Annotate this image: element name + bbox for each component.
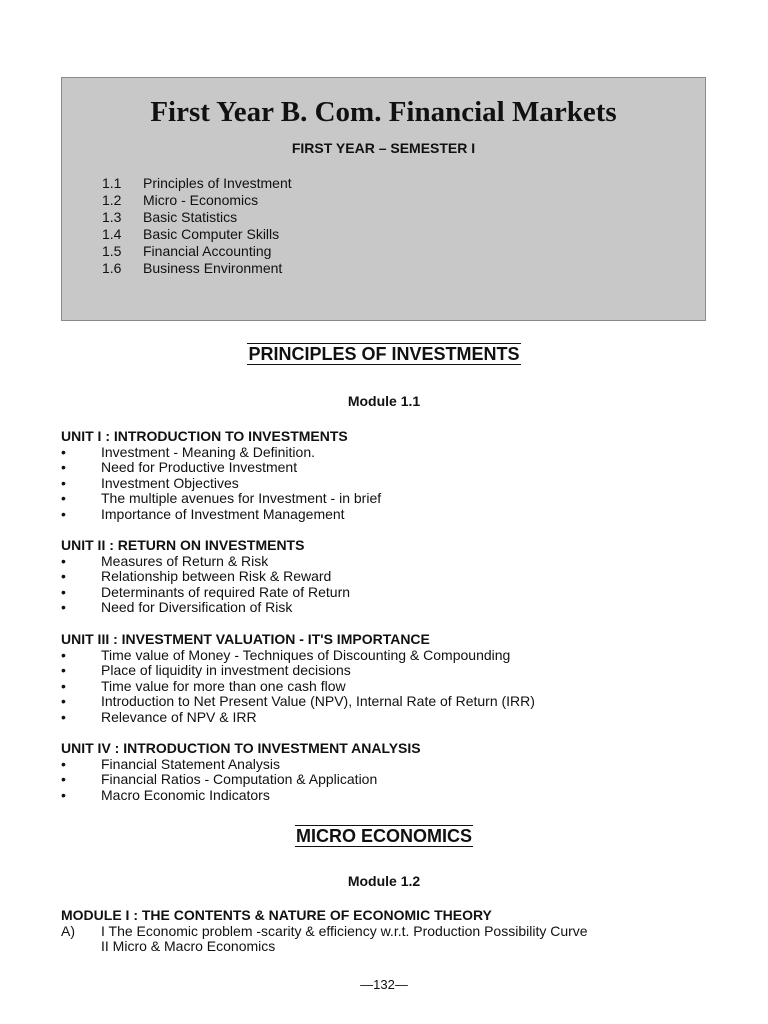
bullet-icon: • [61, 505, 66, 522]
bullet-icon: • [61, 583, 66, 600]
subject-name: Business Environment [143, 260, 283, 276]
list-item: • Introduction to Net Present Value (NPV), Internal Rate of Return (IRR) [61, 693, 535, 709]
subject-name: Financial Accounting [143, 243, 272, 259]
subject-number: 1.2 [102, 192, 122, 208]
subject-name: Principles of Investment [143, 175, 292, 191]
page-number: —132— [360, 977, 408, 992]
bullet-icon: • [61, 786, 66, 803]
bullet-icon: • [61, 599, 66, 615]
list-item: • Place of liquidity in investment decisions [61, 662, 351, 678]
list-item: • Investment Objectives [61, 474, 239, 491]
list-item: A) I The Economic problem -scarity & efficiency w.r.t. Production Possibility Curve [61, 922, 588, 939]
unit-heading: UNIT I : INTRODUCTION TO INVESTMENTS [61, 428, 348, 444]
bullet-icon: • [61, 677, 66, 694]
subject-list [102, 175, 292, 277]
list-item: • Determinants of required Rate of Return [61, 583, 351, 600]
bullet-icon: • [61, 474, 66, 491]
bullet-icon: • [61, 755, 66, 772]
module-title-1-2: Module 1.2 [347, 873, 421, 889]
semester-title: FIRST YEAR – SEMESTER I [291, 140, 476, 156]
subject-item [102, 209, 292, 226]
unit-heading: UNIT II : RETURN ON INVESTMENTS [61, 537, 305, 553]
module-title-1-1: Module 1.1 [347, 393, 421, 409]
bullet-icon: • [61, 646, 66, 663]
bullet-icon: • [61, 693, 66, 709]
subject-item [102, 243, 292, 260]
list-item: • Investment - Meaning & Definition. [61, 443, 315, 460]
unit-block [61, 538, 350, 616]
bullet-icon: • [61, 490, 66, 506]
bullet-icon: • [61, 662, 66, 678]
module-heading: MODULE I : THE CONTENTS & NATURE OF ECONOMIC THEORY [61, 907, 492, 923]
list-item: • The multiple avenues for Investment - in brief [61, 490, 382, 506]
subject-number: 1.1 [102, 175, 122, 191]
unit-heading: UNIT IV : INTRODUCTION TO INVESTMENT ANALYSIS [61, 740, 421, 756]
list-item: • Macro Economic Indicators [61, 786, 270, 803]
unit-block [61, 632, 535, 725]
section-title-investments: PRINCIPLES OF INVESTMENTS [248, 344, 520, 364]
list-item: • Need for Productive Investment [61, 459, 298, 475]
module-block [61, 908, 588, 955]
subject-number: 1.3 [102, 209, 122, 225]
subject-item [102, 192, 292, 209]
bullet-icon: • [61, 552, 66, 569]
subject-name: Micro - Economics [143, 192, 259, 208]
list-item: II Micro & Macro Economics [101, 938, 276, 954]
bullet-icon: • [61, 459, 66, 475]
subject-name: Basic Statistics [143, 209, 238, 225]
bullet-icon: • [61, 708, 66, 725]
list-item: • Time value of Money - Techniques of Discounting & Compounding [61, 646, 511, 663]
subject-number: 1.4 [102, 226, 122, 242]
bullet-icon: • [61, 771, 66, 787]
header-box [61, 77, 706, 321]
list-item: • Financial Ratios - Computation & Application [61, 771, 378, 787]
document-title: First Year B. Com. Financial Markets [150, 96, 617, 128]
list-item: • Importance of Investment Management [61, 505, 345, 522]
list-item: • Time value for more than one cash flow [61, 677, 346, 694]
unit-heading: UNIT III : INVESTMENT VALUATION - IT'S IMPORTANCE [61, 631, 430, 647]
subject-item [102, 260, 292, 277]
list-item: • Relevance of NPV & IRR [61, 708, 257, 725]
bullet-icon: • [61, 443, 66, 460]
subject-number: 1.5 [102, 243, 122, 259]
subject-item [102, 226, 292, 243]
item-label: A) [61, 922, 75, 939]
unit-block [61, 741, 421, 803]
list-item: • Need for Diversification of Risk [61, 599, 293, 615]
subject-item [102, 175, 292, 192]
unit-block [61, 429, 381, 522]
list-item: • Relationship between Risk & Reward [61, 568, 332, 584]
section-title-micro-economics: MICRO ECONOMICS [295, 826, 472, 846]
bullet-icon: • [61, 568, 66, 584]
subject-name: Basic Computer Skills [143, 226, 280, 242]
subject-number: 1.6 [102, 260, 122, 276]
list-item: • Financial Statement Analysis [61, 755, 280, 772]
list-item: • Measures of Return & Risk [61, 552, 269, 569]
